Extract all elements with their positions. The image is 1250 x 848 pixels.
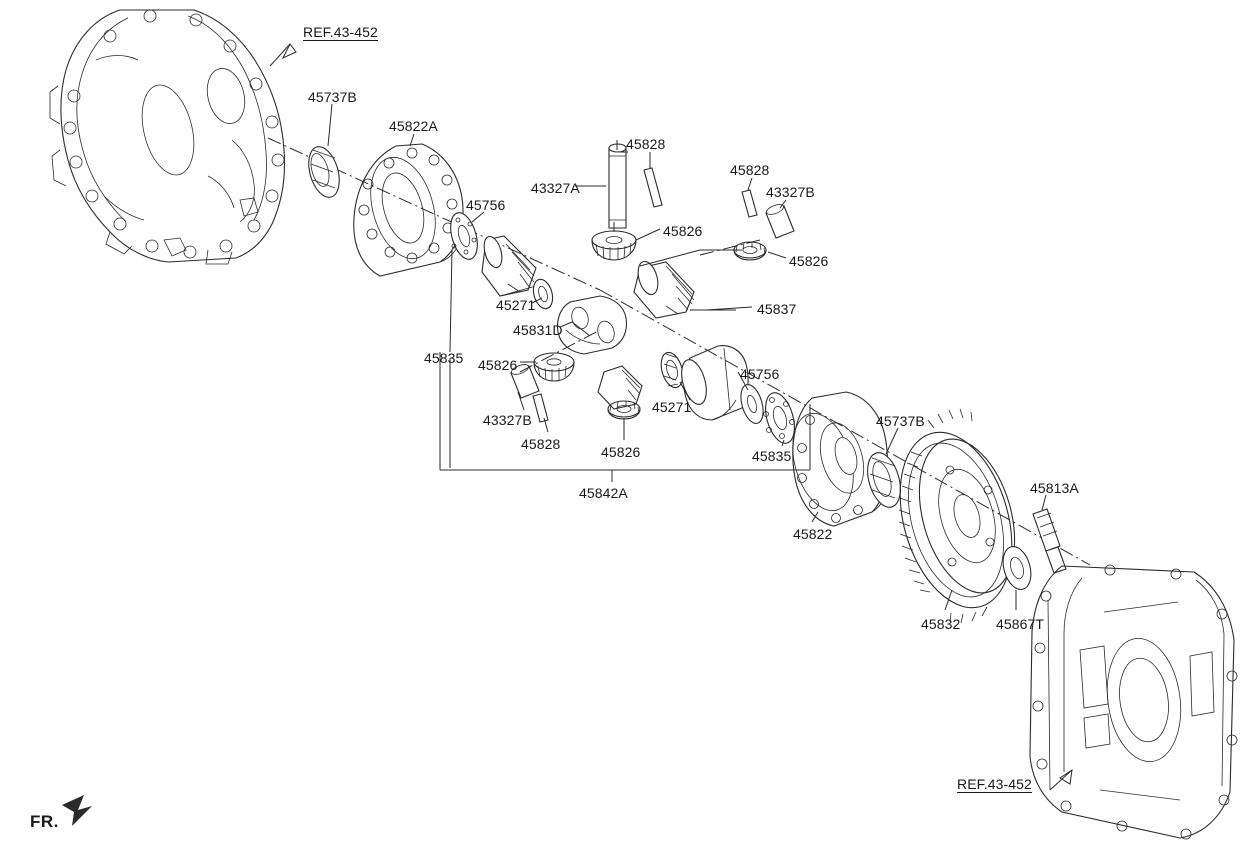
fr-arrow-icon [62, 795, 92, 826]
right-transaxle-housing [1030, 565, 1237, 839]
part-45822a-differential-case [354, 144, 464, 276]
label-45842a: 45842A [579, 485, 628, 501]
label-ref-43-452-top: REF.43-452 [303, 24, 378, 40]
label-45826-bottom: 45826 [601, 444, 641, 460]
label-45826-lower-left: 45826 [478, 357, 518, 373]
left-transaxle-housing [50, 10, 285, 264]
label-43327b-left: 43327B [483, 412, 532, 428]
part-45837-side-gear-left [481, 234, 536, 296]
axis-centerline-right [600, 290, 1090, 565]
label-43327a: 43327A [531, 180, 580, 196]
label-45867t: 45867T [996, 616, 1045, 632]
label-43327b-right: 43327B [766, 184, 815, 200]
fr-orientation-label: FR. [30, 812, 59, 831]
part-45832-ring-gear [881, 409, 1031, 623]
label-45826-right: 45826 [789, 253, 829, 269]
label-45835-left: 45835 [424, 350, 464, 366]
part-43327a-pinion-shaft [609, 144, 626, 228]
part-45813a-bolt [1033, 509, 1066, 573]
label-45271-left: 45271 [496, 297, 536, 313]
part-43327b-pin-right [765, 203, 794, 238]
part-45737b-left-bearing [303, 143, 344, 201]
label-45831d: 45831D [513, 322, 563, 338]
label-45822a: 45822A [389, 118, 438, 134]
part-45837-side-gear-right [634, 259, 694, 318]
part-45828-pin-top [644, 168, 662, 207]
label-ref-43-452-bottom: REF.43-452 [957, 776, 1032, 792]
label-45822: 45822 [793, 526, 833, 542]
part-45756-washer-right [737, 382, 767, 426]
label-45828-right: 45828 [730, 162, 770, 178]
label-45837: 45837 [757, 301, 797, 317]
part-45826-pinion-gear-lower-left [534, 353, 574, 381]
label-45813a: 45813A [1030, 480, 1079, 496]
part-45828-pin-lower [533, 394, 548, 422]
part-45826-pinion-gear-top [592, 231, 636, 260]
label-45826-center: 45826 [663, 223, 703, 239]
label-45756-top: 45756 [466, 197, 506, 213]
label-45737b-right: 45737B [876, 413, 925, 429]
label-45832: 45832 [921, 616, 961, 632]
label-45828-top: 45828 [626, 136, 666, 152]
part-45828-pin-right [742, 190, 757, 217]
label-45835-right: 45835 [752, 448, 792, 464]
label-45756-right: 45756 [740, 366, 780, 382]
label-45271-right: 45271 [652, 399, 692, 415]
part-45831d-case [558, 296, 627, 354]
label-45737b-top: 45737B [308, 89, 357, 105]
part-45826-washer-right [734, 242, 766, 260]
label-45828-lower-left: 45828 [521, 436, 561, 452]
